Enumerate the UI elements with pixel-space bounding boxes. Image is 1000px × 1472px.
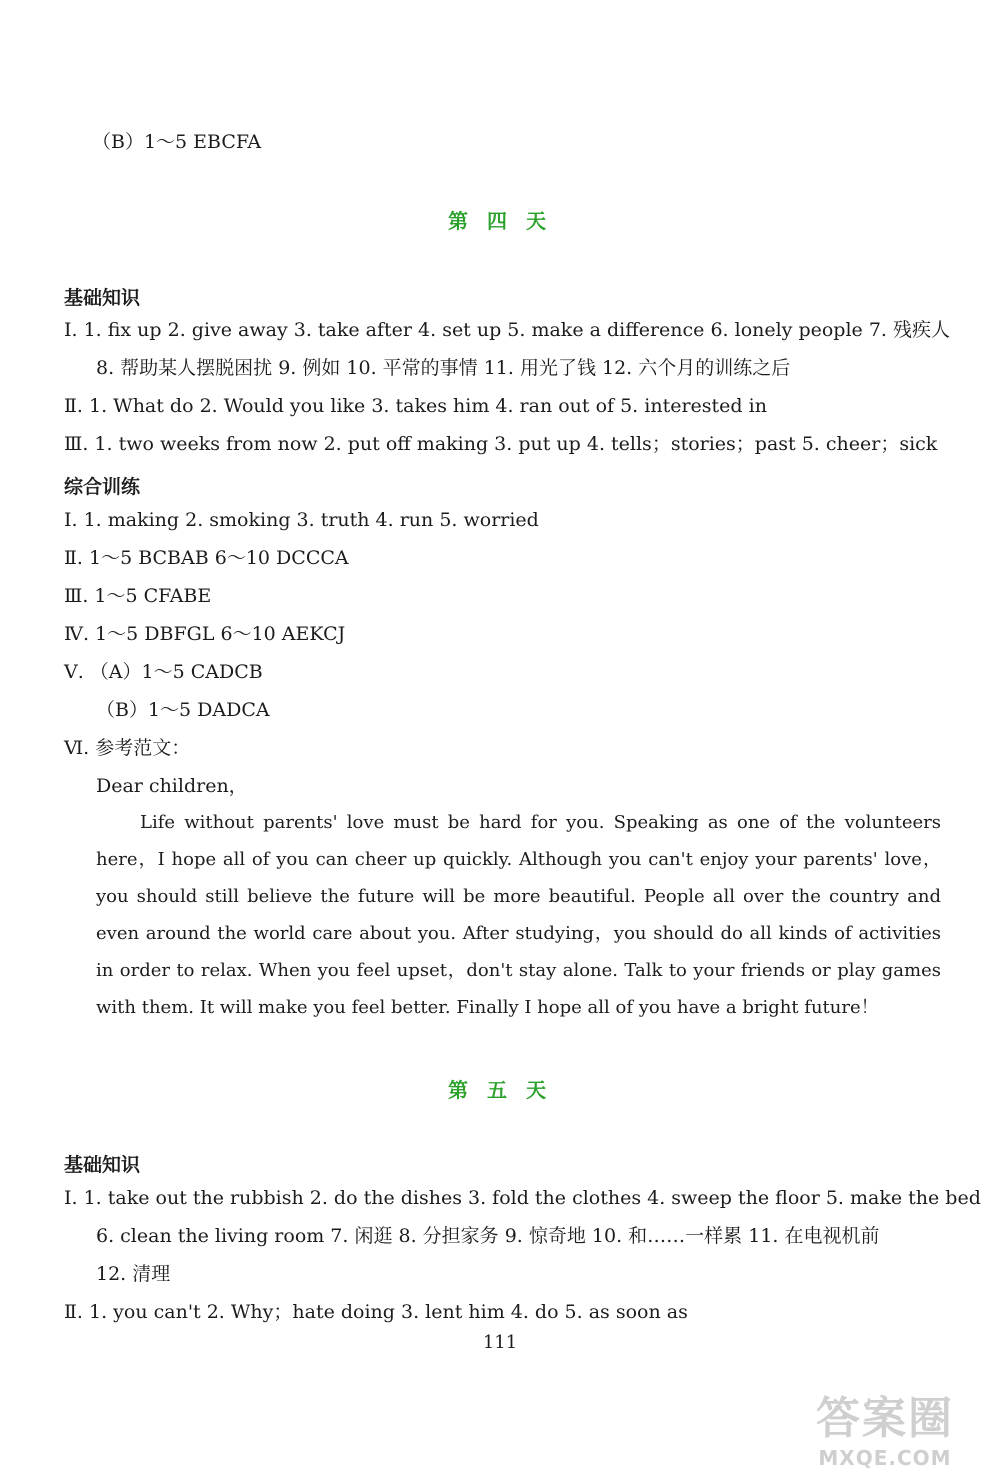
watermark-url: MXQE.COM: [818, 1446, 952, 1470]
answer-line: 12. 清理: [96, 1263, 171, 1285]
day-heading: 第 四 天: [448, 209, 552, 233]
section-title: 基础知识: [64, 287, 141, 309]
answer-line: Ⅰ. 1. fix up 2. give away 3. take after 4. set up 5. make a difference 6. lonely people 7. 残疾人: [64, 319, 950, 341]
answer-line: Ⅰ. 1. take out the rubbish 2. do the dishes 3. fold the clothes 4. sweep the floor 5. make the bed: [64, 1187, 981, 1209]
page-number: 111: [482, 1332, 518, 1353]
answer-line: Ⅳ. 1～5 DBFGL 6～10 AEKCJ: [64, 623, 346, 645]
answer-line: （B）1～5 EBCFA: [92, 131, 262, 153]
answer-line: 8. 帮助某人摆脱困扰 9. 例如 10. 平常的事情 11. 用光了钱 12. 六个月的训练之后: [96, 357, 791, 379]
section-title: 基础知识: [64, 1154, 141, 1176]
answer-line: Ⅵ. 参考范文：: [64, 737, 191, 759]
watermark-logo-text: 答案圈: [816, 1393, 954, 1444]
letter-body: Life without parents' love must be hard for you. Speaking as one of the volunteers here，I hope all of you can cheer up quickly. Although you can't enjoy your parents' love，you should still believe the future will be more beautiful. People all over the country and even around the world care about you. After studying，you should do all kinds of activities in order to relax. When you feel upset，don't stay alone. Talk to your friends or play games with them. It will make you feel better. Finally I hope all of you have a bright future！: [96, 812, 941, 1018]
answer-line: Ⅱ. 1. What do 2. Would you like 3. takes him 4. ran out of 5. interested in: [64, 395, 767, 417]
section-title: 综合训练: [64, 476, 141, 498]
answer-line: Ⅲ. 1～5 CFABE: [64, 585, 212, 607]
letter-salutation: Dear children，: [96, 775, 248, 797]
answer-line: Ⅲ. 1. two weeks from now 2. put off making 3. put up 4. tells；stories；past 5. cheer；sick: [64, 433, 938, 455]
answer-line: Ⅱ. 1～5 BCBAB 6～10 DCCCA: [64, 547, 349, 569]
watermark-logo: [800, 1382, 970, 1470]
answer-line: Ⅰ. 1. making 2. smoking 3. truth 4. run 5. worried: [64, 509, 539, 531]
answer-line: Ⅴ. （A）1～5 CADCB: [64, 661, 263, 683]
day-heading: 第 五 天: [448, 1078, 552, 1102]
answer-line: 6. clean the living room 7. 闲逛 8. 分担家务 9. 惊奇地 10. 和……一样累 11. 在电视机前: [96, 1225, 880, 1247]
answer-line: （B）1～5 DADCA: [96, 699, 270, 721]
answer-line: Ⅱ. 1. you can't 2. Why；hate doing 3. lent him 4. do 5. as soon as: [64, 1301, 688, 1323]
